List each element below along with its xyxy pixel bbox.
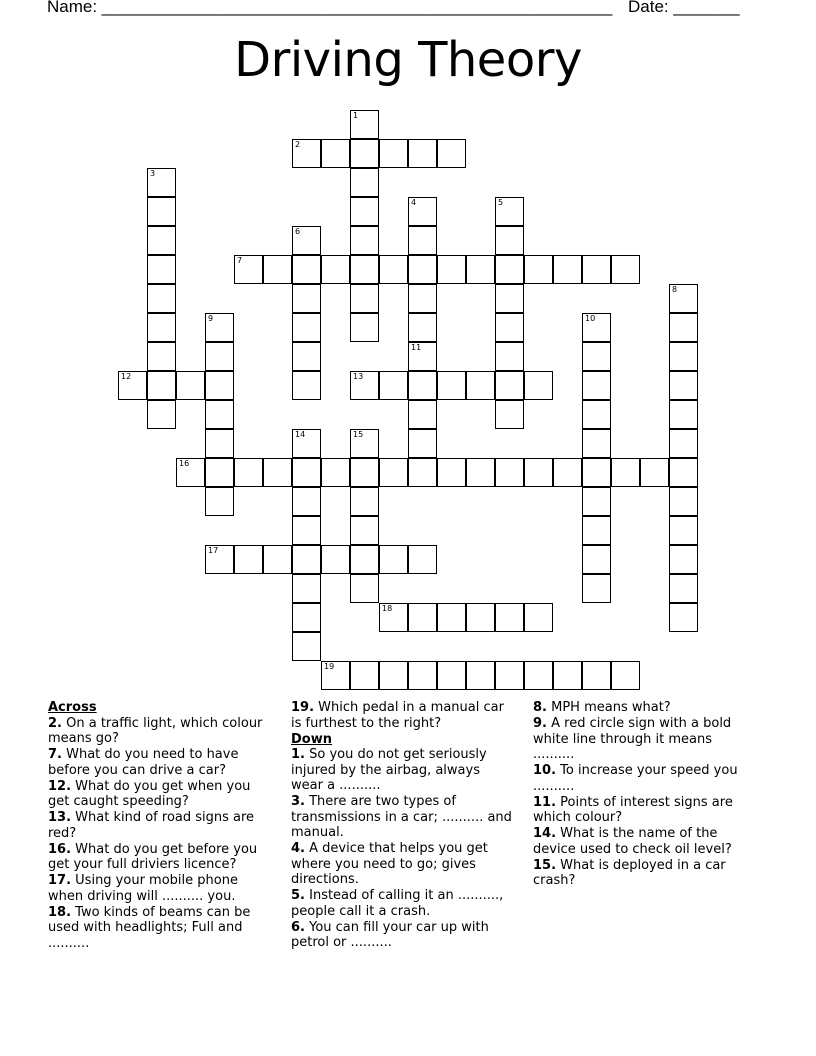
grid-cell[interactable] (263, 545, 292, 574)
clue-item-number: 8. (533, 700, 547, 715)
grid-cell[interactable] (292, 574, 321, 603)
grid-cell[interactable] (408, 661, 437, 690)
grid-cell[interactable] (292, 545, 321, 574)
grid-cell[interactable] (495, 400, 524, 429)
grid-cell[interactable] (437, 661, 466, 690)
clue-number: 6 (295, 227, 301, 236)
clue-item-text: Which pedal in a manual car is furthest to the right? (291, 700, 504, 731)
grid-cell[interactable] (205, 487, 234, 516)
grid-cell[interactable] (640, 458, 669, 487)
grid-cell[interactable] (205, 545, 234, 574)
clue-item-number: 11. (533, 794, 557, 810)
clue-item (533, 795, 753, 826)
grid-cell[interactable] (553, 255, 582, 284)
grid-cell[interactable] (437, 603, 466, 632)
grid-cell[interactable] (408, 139, 437, 168)
grid-cell[interactable] (292, 342, 321, 371)
clue-item (533, 826, 753, 857)
clue-number: 9 (208, 314, 214, 323)
grid-cell[interactable] (669, 429, 698, 458)
clue-item-text: There are two types of transmissions in a car; .......... and manual. (291, 794, 512, 840)
grid-cell[interactable] (292, 255, 321, 284)
clue-number: 8 (672, 285, 678, 294)
clue-item-text: A device that helps you get where you need to go; gives directions. (291, 841, 488, 887)
page-title: Driving Theory (234, 32, 582, 88)
grid-cell[interactable] (292, 487, 321, 516)
clues-column-3 (533, 700, 753, 889)
grid-cell[interactable] (205, 342, 234, 371)
grid-cell[interactable] (669, 284, 698, 313)
grid-cell[interactable] (379, 661, 408, 690)
grid-cell[interactable] (437, 458, 466, 487)
grid-cell[interactable] (292, 516, 321, 545)
grid-cell[interactable] (321, 139, 350, 168)
grid-cell[interactable] (350, 110, 379, 139)
grid-cell[interactable] (669, 603, 698, 632)
grid-cell[interactable] (408, 255, 437, 284)
grid-cell[interactable] (582, 458, 611, 487)
clue-item (48, 842, 273, 873)
grid-cell[interactable] (466, 603, 495, 632)
grid-cell[interactable] (669, 545, 698, 574)
grid-cell[interactable] (118, 371, 147, 400)
grid-cell[interactable] (350, 197, 379, 226)
grid-cell[interactable] (582, 574, 611, 603)
clue-number: 14 (295, 430, 306, 439)
clue-item-number: 15. (533, 857, 557, 873)
grid-cell[interactable] (147, 226, 176, 255)
grid-cell[interactable] (321, 458, 350, 487)
clue-item-number: 5. (291, 888, 305, 903)
clue-item-text: Instead of calling it an .........., people call it a crash. (291, 888, 504, 919)
clue-number: 19 (324, 662, 335, 671)
grid-cell[interactable] (379, 603, 408, 632)
grid-cell[interactable] (437, 255, 466, 284)
clue-item (533, 700, 753, 716)
clue-item-number: 16. (48, 841, 72, 857)
down-clue-list-continued (533, 700, 753, 889)
grid-cell[interactable] (611, 458, 640, 487)
clue-number: 4 (411, 198, 417, 207)
grid-cell[interactable] (408, 226, 437, 255)
grid-cell[interactable] (350, 516, 379, 545)
grid-cell[interactable] (582, 371, 611, 400)
grid-cell[interactable] (495, 371, 524, 400)
grid-cell[interactable] (669, 574, 698, 603)
down-clue-list (291, 747, 513, 951)
clue-item (533, 858, 753, 889)
grid-cell[interactable] (437, 371, 466, 400)
grid-cell[interactable] (524, 255, 553, 284)
grid-cell[interactable] (495, 197, 524, 226)
clue-item (48, 747, 273, 778)
grid-cell[interactable] (379, 458, 408, 487)
grid-cell[interactable] (408, 284, 437, 313)
grid-cell[interactable] (263, 458, 292, 487)
grid-cell[interactable] (669, 487, 698, 516)
grid-cell[interactable] (466, 661, 495, 690)
grid-cell[interactable] (495, 458, 524, 487)
grid-cell[interactable] (321, 661, 350, 690)
grid-cell[interactable] (350, 284, 379, 313)
grid-cell[interactable] (582, 661, 611, 690)
clue-number: 1 (353, 111, 359, 120)
grid-cell[interactable] (350, 545, 379, 574)
grid-cell[interactable] (292, 632, 321, 661)
grid-cell[interactable] (292, 139, 321, 168)
grid-cell[interactable] (350, 313, 379, 342)
date-field[interactable]: Date: _______ (628, 0, 740, 16)
grid-cell[interactable] (147, 371, 176, 400)
grid-cell[interactable] (582, 313, 611, 342)
clue-item-text: What do you get when you get caught speeding? (48, 778, 251, 809)
clue-number: 17 (208, 546, 219, 555)
grid-cell[interactable] (582, 545, 611, 574)
grid-cell[interactable] (321, 255, 350, 284)
grid-cell[interactable] (669, 313, 698, 342)
clue-item-number: 1. (291, 747, 305, 762)
clue-number: 18 (382, 604, 393, 613)
grid-cell[interactable] (292, 458, 321, 487)
clue-item-text: Points of interest signs are which colour? (533, 794, 733, 825)
clue-item-number: 18. (48, 904, 72, 920)
grid-cell[interactable] (321, 545, 350, 574)
clue-item (291, 700, 513, 731)
grid-cell[interactable] (495, 313, 524, 342)
clue-number: 15 (353, 430, 364, 439)
grid-cell[interactable] (669, 516, 698, 545)
grid-cell[interactable] (147, 313, 176, 342)
grid-cell[interactable] (408, 400, 437, 429)
clue-item (291, 841, 513, 888)
grid-cell[interactable] (495, 603, 524, 632)
grid-cell[interactable] (408, 371, 437, 400)
clue-item-number: 6. (291, 919, 305, 935)
clue-item-number: 14. (533, 826, 557, 841)
grid-cell[interactable] (350, 429, 379, 458)
grid-cell[interactable] (669, 458, 698, 487)
grid-cell[interactable] (408, 545, 437, 574)
grid-cell[interactable] (466, 458, 495, 487)
grid-cell[interactable] (466, 371, 495, 400)
grid-cell[interactable] (582, 400, 611, 429)
clue-number: 10 (585, 314, 596, 323)
clue-item-number: 12. (48, 778, 72, 794)
clue-item (533, 716, 753, 763)
grid-cell[interactable] (582, 487, 611, 516)
clue-item-text: Using your mobile phone when driving will .......... you. (48, 873, 238, 904)
grid-cell[interactable] (553, 661, 582, 690)
clue-number: 7 (237, 256, 243, 265)
grid-cell[interactable] (466, 255, 495, 284)
clue-item-number: 4. (291, 841, 305, 856)
grid-cell[interactable] (292, 603, 321, 632)
grid-cell[interactable] (350, 661, 379, 690)
grid-cell[interactable] (350, 139, 379, 168)
clue-item (291, 888, 513, 919)
grid-cell[interactable] (437, 139, 466, 168)
grid-cell[interactable] (408, 313, 437, 342)
clue-item-text: MPH means what? (546, 700, 671, 715)
grid-cell[interactable] (379, 371, 408, 400)
clue-item-text: On a traffic light, which colour means go? (48, 715, 263, 746)
grid-cell[interactable] (205, 458, 234, 487)
grid-cell[interactable] (292, 284, 321, 313)
grid-cell[interactable] (582, 342, 611, 371)
across-heading: Across (48, 700, 97, 715)
clue-item-number: 9. (533, 716, 547, 731)
clue-item (48, 873, 273, 904)
clue-item-text: What do you get before you get your full driviers licence? (48, 841, 258, 872)
grid-cell[interactable] (205, 429, 234, 458)
grid-cell[interactable] (408, 197, 437, 226)
grid-cell[interactable] (176, 371, 205, 400)
clue-number: 12 (121, 372, 132, 381)
clue-item-number: 10. (533, 763, 557, 778)
clue-item-text: What is deployed in a car crash? (533, 857, 726, 888)
grid-cell[interactable] (379, 139, 408, 168)
clue-item (291, 920, 513, 951)
clue-number: 13 (353, 372, 364, 381)
grid-cell[interactable] (205, 313, 234, 342)
grid-cell[interactable] (408, 458, 437, 487)
clue-item-number: 13. (48, 810, 72, 825)
grid-cell[interactable] (524, 603, 553, 632)
clue-item (48, 779, 273, 810)
grid-cell[interactable] (350, 458, 379, 487)
grid-cell[interactable] (263, 255, 292, 284)
down-heading: Down (291, 731, 332, 747)
clue-item-text: To increase your speed you .......... (533, 763, 738, 794)
across-clue-list (48, 716, 273, 952)
grid-cell[interactable] (147, 400, 176, 429)
grid-cell[interactable] (379, 255, 408, 284)
clue-item (48, 810, 273, 841)
grid-cell[interactable] (524, 458, 553, 487)
grid-cell[interactable] (611, 255, 640, 284)
grid-cell[interactable] (408, 603, 437, 632)
grid-cell[interactable] (524, 661, 553, 690)
clue-item-text: So you do not get seriously injured by the airbag, always wear a .......... (291, 747, 487, 793)
clue-item (48, 716, 273, 747)
grid-cell[interactable] (669, 371, 698, 400)
grid-cell[interactable] (582, 255, 611, 284)
grid-cell[interactable] (495, 226, 524, 255)
clues-column-2 (291, 700, 513, 951)
grid-cell[interactable] (611, 661, 640, 690)
clue-item-text: What kind of road signs are red? (48, 810, 255, 841)
clues-column-1 (48, 700, 273, 952)
grid-cell[interactable] (350, 226, 379, 255)
grid-cell[interactable] (292, 226, 321, 255)
grid-cell[interactable] (147, 168, 176, 197)
name-field[interactable]: Name: ______________________________________________________ (47, 0, 613, 16)
clue-number: 11 (411, 343, 422, 352)
grid-cell[interactable] (669, 400, 698, 429)
grid-cell[interactable] (350, 255, 379, 284)
grid-cell[interactable] (176, 458, 205, 487)
grid-cell[interactable] (408, 429, 437, 458)
grid-cell[interactable] (205, 371, 234, 400)
clue-item-number: 17. (48, 873, 72, 888)
grid-cell[interactable] (524, 371, 553, 400)
grid-cell[interactable] (495, 661, 524, 690)
clue-item (48, 905, 273, 952)
grid-cell[interactable] (147, 284, 176, 313)
clue-item-text: Two kinds of beams can be used with headlights; Full and .......... (48, 904, 251, 951)
grid-cell[interactable] (234, 458, 263, 487)
clue-item-number: 19. (291, 700, 315, 715)
grid-cell[interactable] (408, 342, 437, 371)
clue-item (291, 794, 513, 841)
clue-item-number: 2. (48, 715, 62, 731)
grid-cell[interactable] (350, 168, 379, 197)
clue-item-text: What do you need to have before you can drive a car? (48, 747, 239, 778)
grid-cell[interactable] (147, 342, 176, 371)
clue-item-text: What is the name of the device used to check oil level? (533, 826, 732, 857)
grid-cell[interactable] (350, 371, 379, 400)
grid-cell[interactable] (292, 371, 321, 400)
clue-item (533, 763, 753, 794)
clue-number: 2 (295, 140, 301, 149)
clue-number: 3 (150, 169, 156, 178)
grid-cell[interactable] (495, 255, 524, 284)
grid-cell[interactable] (147, 197, 176, 226)
across-clue-list-continued (291, 700, 513, 731)
grid-cell[interactable] (147, 255, 176, 284)
clue-item-text: You can fill your car up with petrol or .......... (291, 919, 489, 950)
grid-cell[interactable] (234, 545, 263, 574)
grid-cell[interactable] (582, 429, 611, 458)
clue-number: 16 (179, 459, 190, 468)
grid-cell[interactable] (350, 574, 379, 603)
grid-cell[interactable] (292, 313, 321, 342)
clue-item-number: 7. (48, 747, 62, 762)
grid-cell[interactable] (495, 284, 524, 313)
grid-cell[interactable] (234, 255, 263, 284)
grid-cell[interactable] (553, 458, 582, 487)
grid-cell[interactable] (205, 400, 234, 429)
grid-cell[interactable] (379, 545, 408, 574)
grid-cell[interactable] (350, 487, 379, 516)
grid-cell[interactable] (582, 516, 611, 545)
clue-item (291, 747, 513, 794)
grid-cell[interactable] (495, 342, 524, 371)
grid-cell[interactable] (292, 429, 321, 458)
clue-item-number: 3. (291, 794, 305, 809)
clue-item-text: A red circle sign with a bold white line through it means .......... (533, 716, 732, 762)
clue-number: 5 (498, 198, 504, 207)
grid-cell[interactable] (669, 342, 698, 371)
